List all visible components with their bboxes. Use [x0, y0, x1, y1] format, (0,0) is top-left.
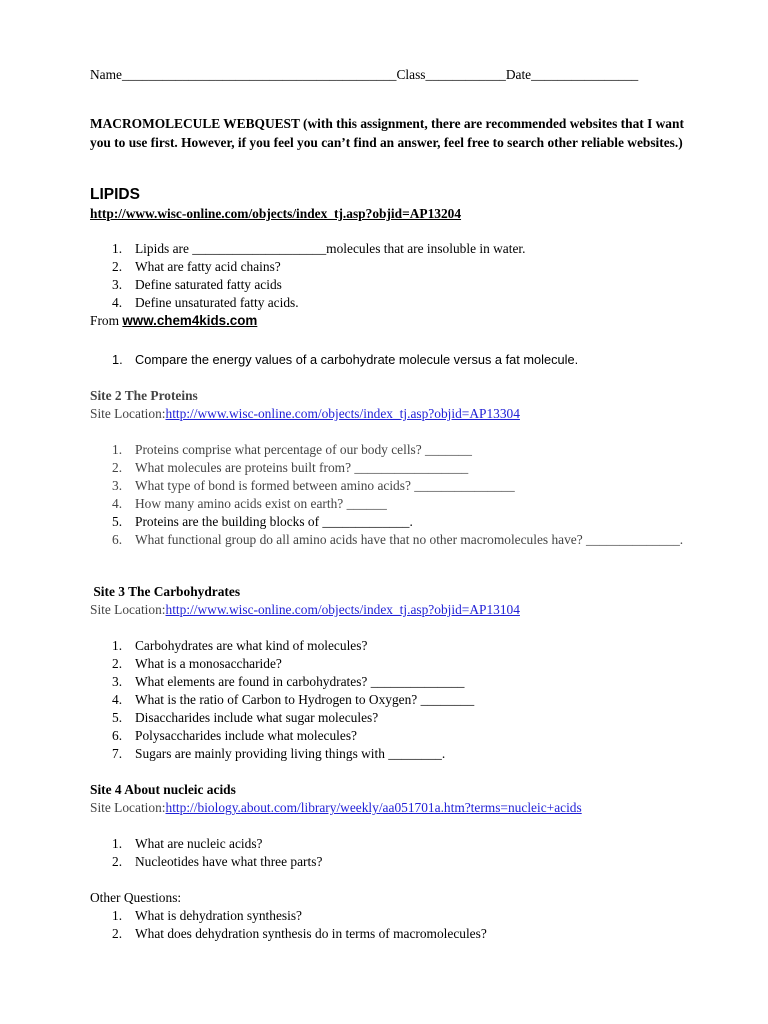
list-item: 3. Define saturated fatty acids: [112, 277, 282, 292]
list-item: 2. What does dehydration synthesis do in terms of macromolecules?: [112, 926, 487, 941]
name-class-date-line: [90, 66, 690, 84]
list-item: 6. Polysaccharides include what molecules?: [112, 728, 357, 743]
list-item: 1. What are nucleic acids?: [112, 836, 263, 851]
lipids-question-list: [90, 240, 690, 312]
site3-question-list: [90, 637, 690, 763]
list-item: 6. What functional group do all amino acids have that no other macromolecules have? ______________.: [112, 532, 684, 547]
list-item: 2. What molecules are proteins built from? _________________: [112, 460, 469, 475]
list-item: 2. What is a monosaccharide?: [112, 656, 282, 671]
list-item: 2. What are fatty acid chains?: [112, 259, 281, 274]
page-title: MACROMOLECULE WEBQUEST (with this assignment, there are recommended websites that I want you to use first. However, if you feel you can’t find an answer, feel free to search other reliable websites.): [90, 116, 684, 150]
list-item: 1. Compare the energy values of a carbohydrate molecule versus a fat molecule.: [112, 352, 579, 367]
site3-url-link[interactable]: http://www.wisc-online.com/objects/index_tj.asp?objid=AP13104: [165, 602, 520, 617]
lipids-extra-question-list: [90, 351, 690, 369]
site3-location: Site Location:http://www.wisc-online.com/objects/index_tj.asp?objid=AP13104: [90, 602, 520, 617]
site4-question-list: [90, 835, 690, 871]
header-line: Name_________________________________________Class____________Date________________: [90, 67, 639, 82]
site4-url-link[interactable]: http://biology.about.com/library/weekly/aa051701a.htm?terms=nucleic+acids: [165, 800, 582, 815]
lipids-url-link[interactable]: http://www.wisc-online.com/objects/index_tj.asp?objid=AP13204: [90, 206, 462, 221]
list-item: 1. What is dehydration synthesis?: [112, 908, 302, 923]
list-item: 4. Define unsaturated fatty acids.: [112, 295, 299, 310]
site2-heading: Site 2 The Proteins: [90, 388, 198, 403]
list-item: 4. What is the ratio of Carbon to Hydrogen to Oxygen? ________: [112, 692, 475, 707]
list-item: 7. Sugars are mainly providing living things with ________.: [112, 746, 446, 761]
site3-heading: Site 3 The Carbohydrates: [90, 584, 241, 599]
site2-url-link[interactable]: http://www.wisc-online.com/objects/index_tj.asp?objid=AP13304: [165, 406, 520, 421]
other-question-list: [90, 907, 690, 943]
from-source-line: From www.chem4kids.com: [90, 313, 258, 328]
list-item: 4. How many amino acids exist on earth? ______: [112, 496, 387, 511]
list-item: 5. Proteins are the building blocks of _____________.: [112, 514, 413, 529]
site4-location: Site Location:http://biology.about.com/library/weekly/aa051701a.htm?terms=nucleic+acids: [90, 800, 582, 815]
list-item: 2. Nucleotides have what three parts?: [112, 854, 323, 869]
site2-location: Site Location:http://www.wisc-online.com/objects/index_tj.asp?objid=AP13304: [90, 406, 520, 421]
list-item: 3. What type of bond is formed between amino acids? _______________: [112, 478, 515, 493]
list-item: 5. Disaccharides include what sugar molecules?: [112, 710, 379, 725]
site2-question-list: [90, 441, 690, 567]
list-item: 1. Carbohydrates are what kind of molecules?: [112, 638, 368, 653]
site4-heading: Site 4 About nucleic acids: [90, 782, 236, 797]
list-item: 3. What elements are found in carbohydrates? ______________: [112, 674, 465, 689]
lipids-heading: LIPIDS: [90, 186, 140, 203]
list-item: 1. Lipids are ____________________molecules that are insoluble in water.: [112, 241, 526, 256]
chem4kids-link[interactable]: www.chem4kids.com: [122, 313, 258, 328]
list-item: 1. Proteins comprise what percentage of our body cells? _______: [112, 442, 472, 457]
other-questions-heading: Other Questions:: [90, 890, 182, 905]
